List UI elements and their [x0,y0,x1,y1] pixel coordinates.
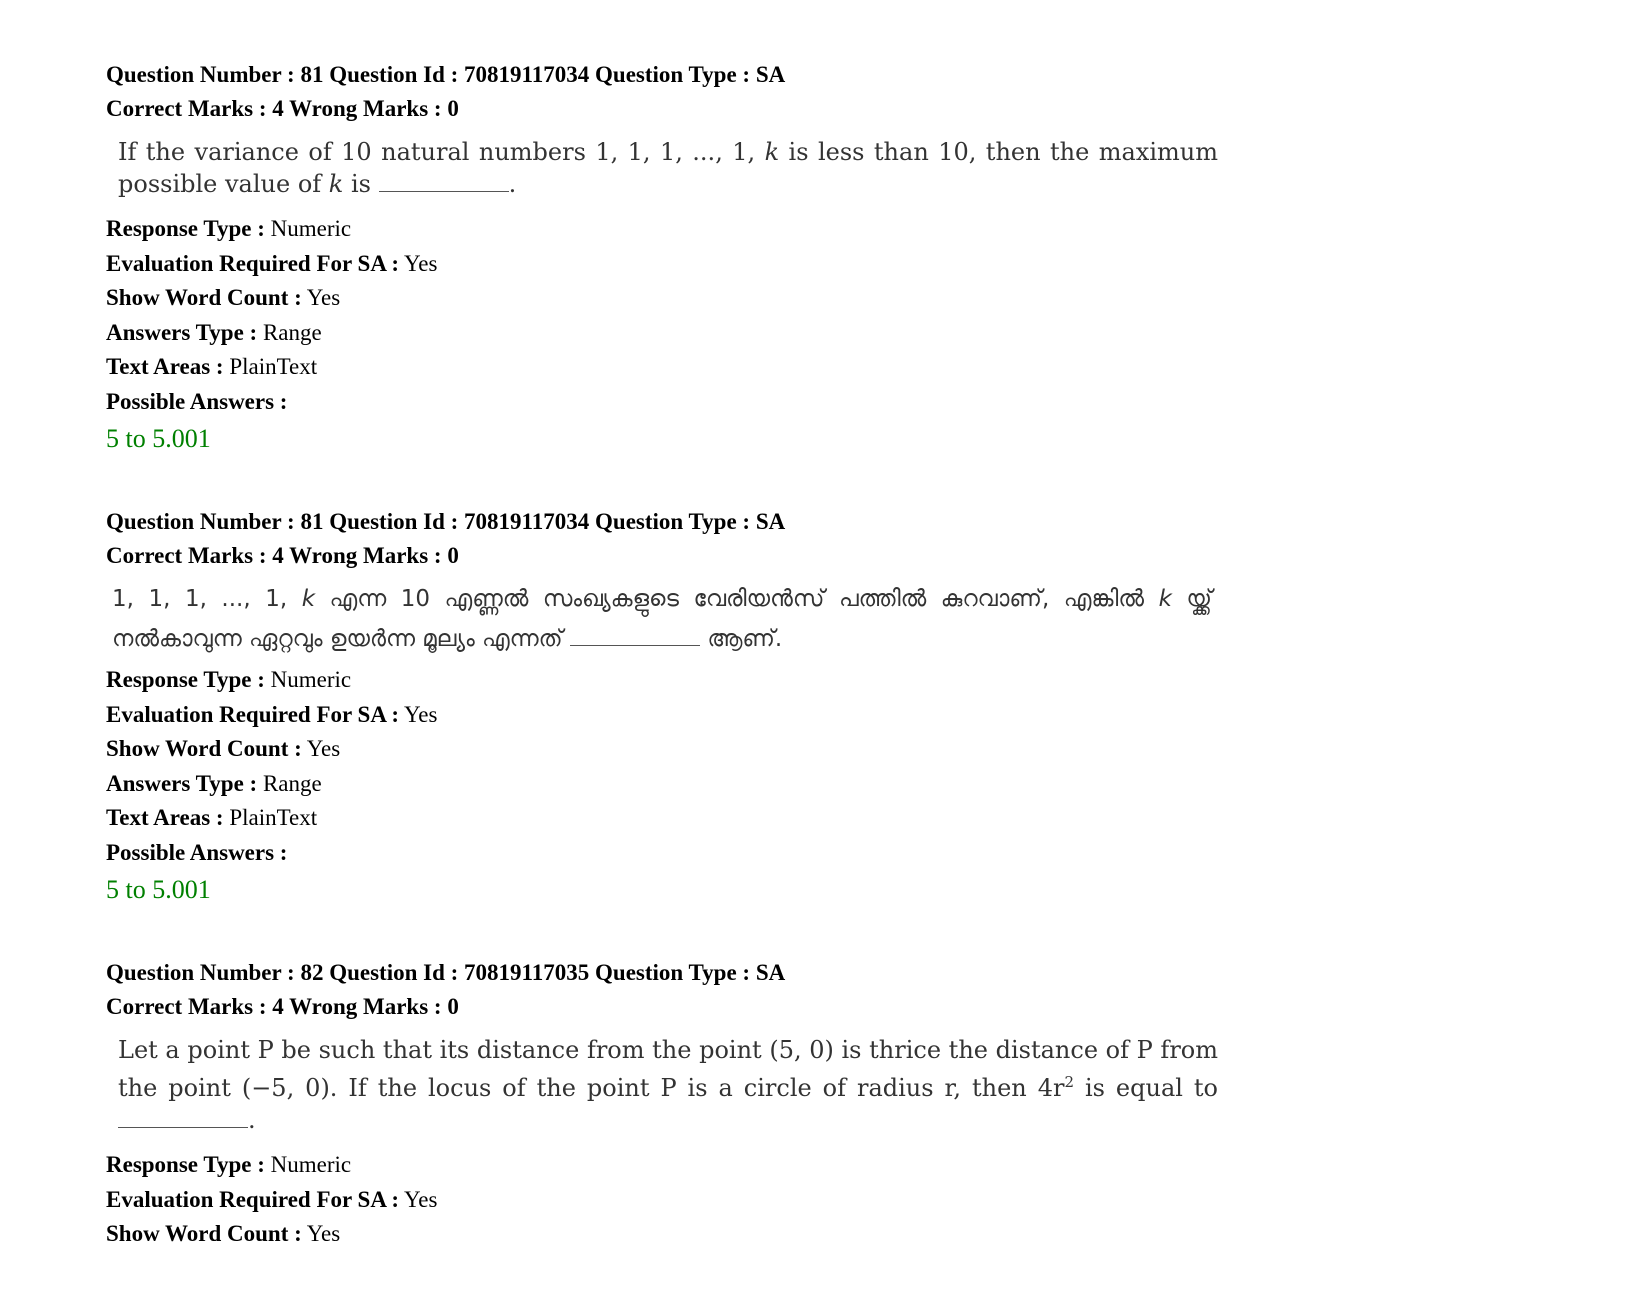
question-text [118,136,1218,200]
meta-value: Range [262,319,322,345]
meta-label: Text Areas : [106,354,224,379]
meta-response-type [106,212,1256,247]
meta-value: Numeric [270,1152,352,1177]
meta-label: Response Type : [106,216,265,241]
meta-value: PlainText [229,354,318,379]
meta-label: Evaluation Required For SA : [106,250,400,276]
possible-answer: 5 to 5.001 [106,875,211,904]
meta-evaluation-required [106,698,1256,733]
meta-value: Yes [306,736,341,761]
meta-label: Show Word Count : [106,1221,302,1246]
question-text-part: Let a point P be such that its distance from the point (5, 0) is thrice the distance of P from the point (−5, 0). If the locus of the point P is a circle of radius r, then 4r [118,1036,1218,1102]
meta-value: Numeric [270,216,352,241]
meta-label: Text Areas : [106,805,224,830]
meta-label: Answers Type : [106,319,258,345]
answer-blank [118,1107,248,1128]
superscript: 2 [1064,1073,1074,1091]
question-text-part: is [343,170,379,198]
meta-label: Evaluation Required For SA : [106,1186,400,1212]
question-marks: Correct Marks : 4 Wrong Marks : 0 [106,96,459,121]
variable-k: k [328,170,344,198]
answer-blank [570,625,700,646]
meta-value: Numeric [270,667,352,692]
meta-value: Yes [404,250,438,276]
question-text-part: is less than 10, then the maximum possible value of [118,138,1218,198]
question-text-part: എന്ന 10 എണ്ണൽ സംഖ്യകളുടെ വേരിയൻസ് പത്തിൽ കുറവാണ്, എങ്കിൽ [315,586,1159,612]
possible-answer: 5 to 5.001 [106,424,211,453]
meta-response-type [106,1148,1256,1183]
question-text-part: . [248,1106,256,1134]
question-text-part: is equal to [1074,1074,1218,1102]
meta-show-word-count [106,281,1256,316]
question-header: Question Number : 81 Question Id : 70819117034 Question Type : SA [106,62,786,87]
meta-answers-type [106,316,1256,351]
meta-value: Yes [306,285,341,310]
meta-value: Yes [306,1221,341,1246]
meta-answers-type [106,767,1256,802]
meta-label: Show Word Count : [106,285,302,310]
question-block [106,505,1256,908]
meta-value: PlainText [229,805,318,830]
meta-show-word-count [106,732,1256,767]
meta-label: Show Word Count : [106,736,302,761]
question-paper [106,58,1256,1300]
meta-label: Possible Answers : [106,388,288,414]
meta-text-areas [106,350,1256,385]
question-marks: Correct Marks : 4 Wrong Marks : 0 [106,994,459,1019]
meta-label: Response Type : [106,1152,265,1177]
question-text [112,579,1212,659]
variable-k: k [1158,586,1172,612]
possible-answers-label [106,385,1256,420]
question-text-part: യ്ക്ക് നൽകാവുന്ന ഏറ്റവും ഉയർന്ന മൂല്യം എന്നത് [112,586,1213,652]
question-text-part: ആണ്. [700,626,783,652]
meta-show-word-count [106,1217,1256,1252]
meta-value: Range [262,770,322,796]
answer-blank [379,171,509,192]
meta-label: Possible Answers : [106,839,288,865]
meta-label: Evaluation Required For SA : [106,701,400,727]
meta-evaluation-required [106,247,1256,282]
question-block [106,58,1256,457]
possible-answers-label [106,836,1256,871]
question-text-part: If the variance of 10 natural numbers 1, 1, 1, ..., 1, [118,138,765,166]
meta-label: Response Type : [106,667,265,692]
question-marks: Correct Marks : 4 Wrong Marks : 0 [106,543,459,568]
meta-value: Yes [404,1186,438,1212]
meta-text-areas [106,801,1256,836]
question-block [106,956,1256,1252]
question-text-part: . [508,170,517,198]
meta-evaluation-required [106,1183,1256,1218]
question-text [118,1034,1218,1136]
meta-response-type [106,663,1256,698]
question-header: Question Number : 82 Question Id : 70819117035 Question Type : SA [106,960,786,985]
meta-value: Yes [404,701,438,727]
question-header: Question Number : 81 Question Id : 70819117034 Question Type : SA [106,509,786,534]
variable-k: k [764,138,780,166]
variable-k: k [301,586,316,612]
question-text-part: 1, 1, 1, ..., 1, [112,586,302,612]
meta-label: Answers Type : [106,770,258,796]
